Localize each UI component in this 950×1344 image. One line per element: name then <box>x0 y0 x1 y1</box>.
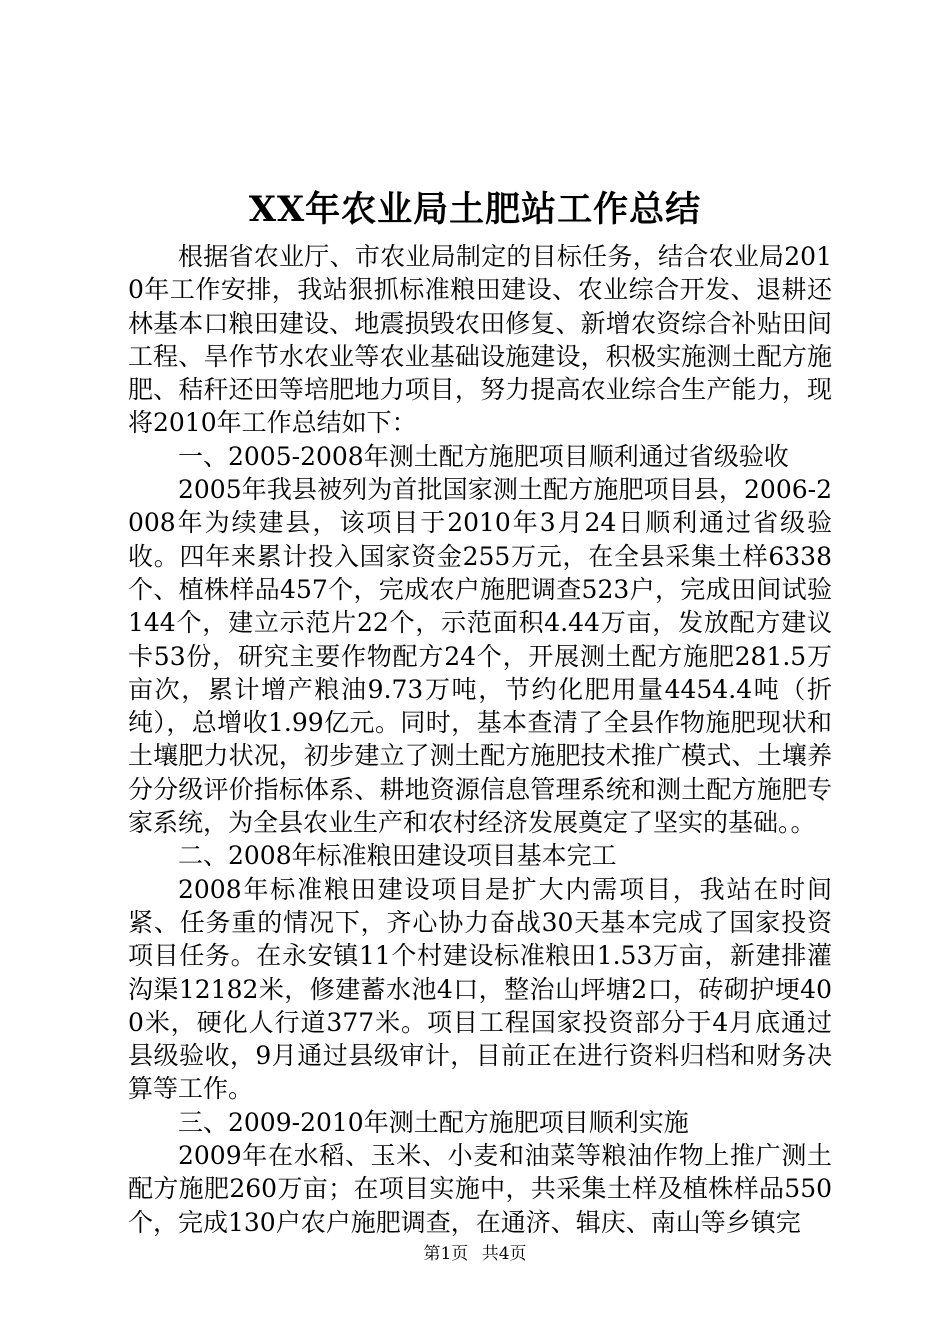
document-body <box>128 240 832 1239</box>
section-heading-2: 二、2008年标准粮田建设项目基本完工 <box>178 841 617 871</box>
page-footer <box>0 1242 950 1266</box>
page-total: 共4页 <box>481 1244 527 1264</box>
section-heading-3: 三、2009-2010年测土配方施肥项目顺利实施 <box>178 1107 689 1137</box>
section-3-paragraph: 2009年在水稻、玉米、小麦和油菜等粮油作物上推广测土配方施肥260万亩；在项目实施中，共采集土样及植株样品550个，完成130户农户施肥调查，在通济、辑庆、南山等乡镇完 <box>128 1141 832 1237</box>
intro-paragraph: 根据省农业厅、市农业局制定的目标任务，结合农业局2010年工作安排，我站狠抓标准粮田建设、农业综合开发、退耕还林基本口粮田建设、地震损毁农田修复、新增农资综合补贴田间工程、旱作节水农业等农业基础设施建设，积极实施测土配方施肥、秸秆还田等培肥地力项目，努力提高农业综合生产能力，现将2010年工作总结如下： <box>128 242 832 438</box>
section-2-paragraph: 2008年标准粮田建设项目是扩大内需项目，我站在时间紧、任务重的情况下，齐心协力奋战30天基本完成了国家投资项目任务。在永安镇11个村建设标准粮田1.53万亩，新建排灌沟渠12182米，修建蓄水池4口，整治山坪塘2口，砖砌护埂400米，硬化人行道377米。项目工程国家投资部分于4月底通过县级验收，9月通过县级审计，目前正在进行资料归档和财务决算等工作。 <box>128 874 832 1104</box>
document-title: XX年农业局土肥站工作总结 <box>248 189 702 230</box>
page-number: 第1页 <box>423 1244 469 1264</box>
section-heading-1: 一、2005-2008年测土配方施肥项目顺利通过省级验收 <box>178 441 789 471</box>
section-1-paragraph: 2005年我县被列为首批国家测土配方施肥项目县，2006-2008年为续建县，该项目于2010年3月24日顺利通过省级验收。四年来累计投入国家资金255万元，在全县采集土样6338个、植株样品457个，完成农户施肥调查523户，完成田间试验144个，建立示范片22个，示范面积4.44万亩，发放配方建议卡53份，研究主要作物配方24个，开展测土配方施肥281.5万亩次，累计增产粮油9.73万吨，节约化肥用量4454.4吨（折纯），总增收1.99亿元。同时，基本查清了全县作物施肥现状和土壤肥力状况，初步建立了测土配方施肥技术推广模式、土壤养分分级评价指标体系、耕地资源信息管理系统和测土配方施肥专家系统，为全县农业生产和农村经济发展奠定了坚实的基础。。 <box>128 475 832 838</box>
